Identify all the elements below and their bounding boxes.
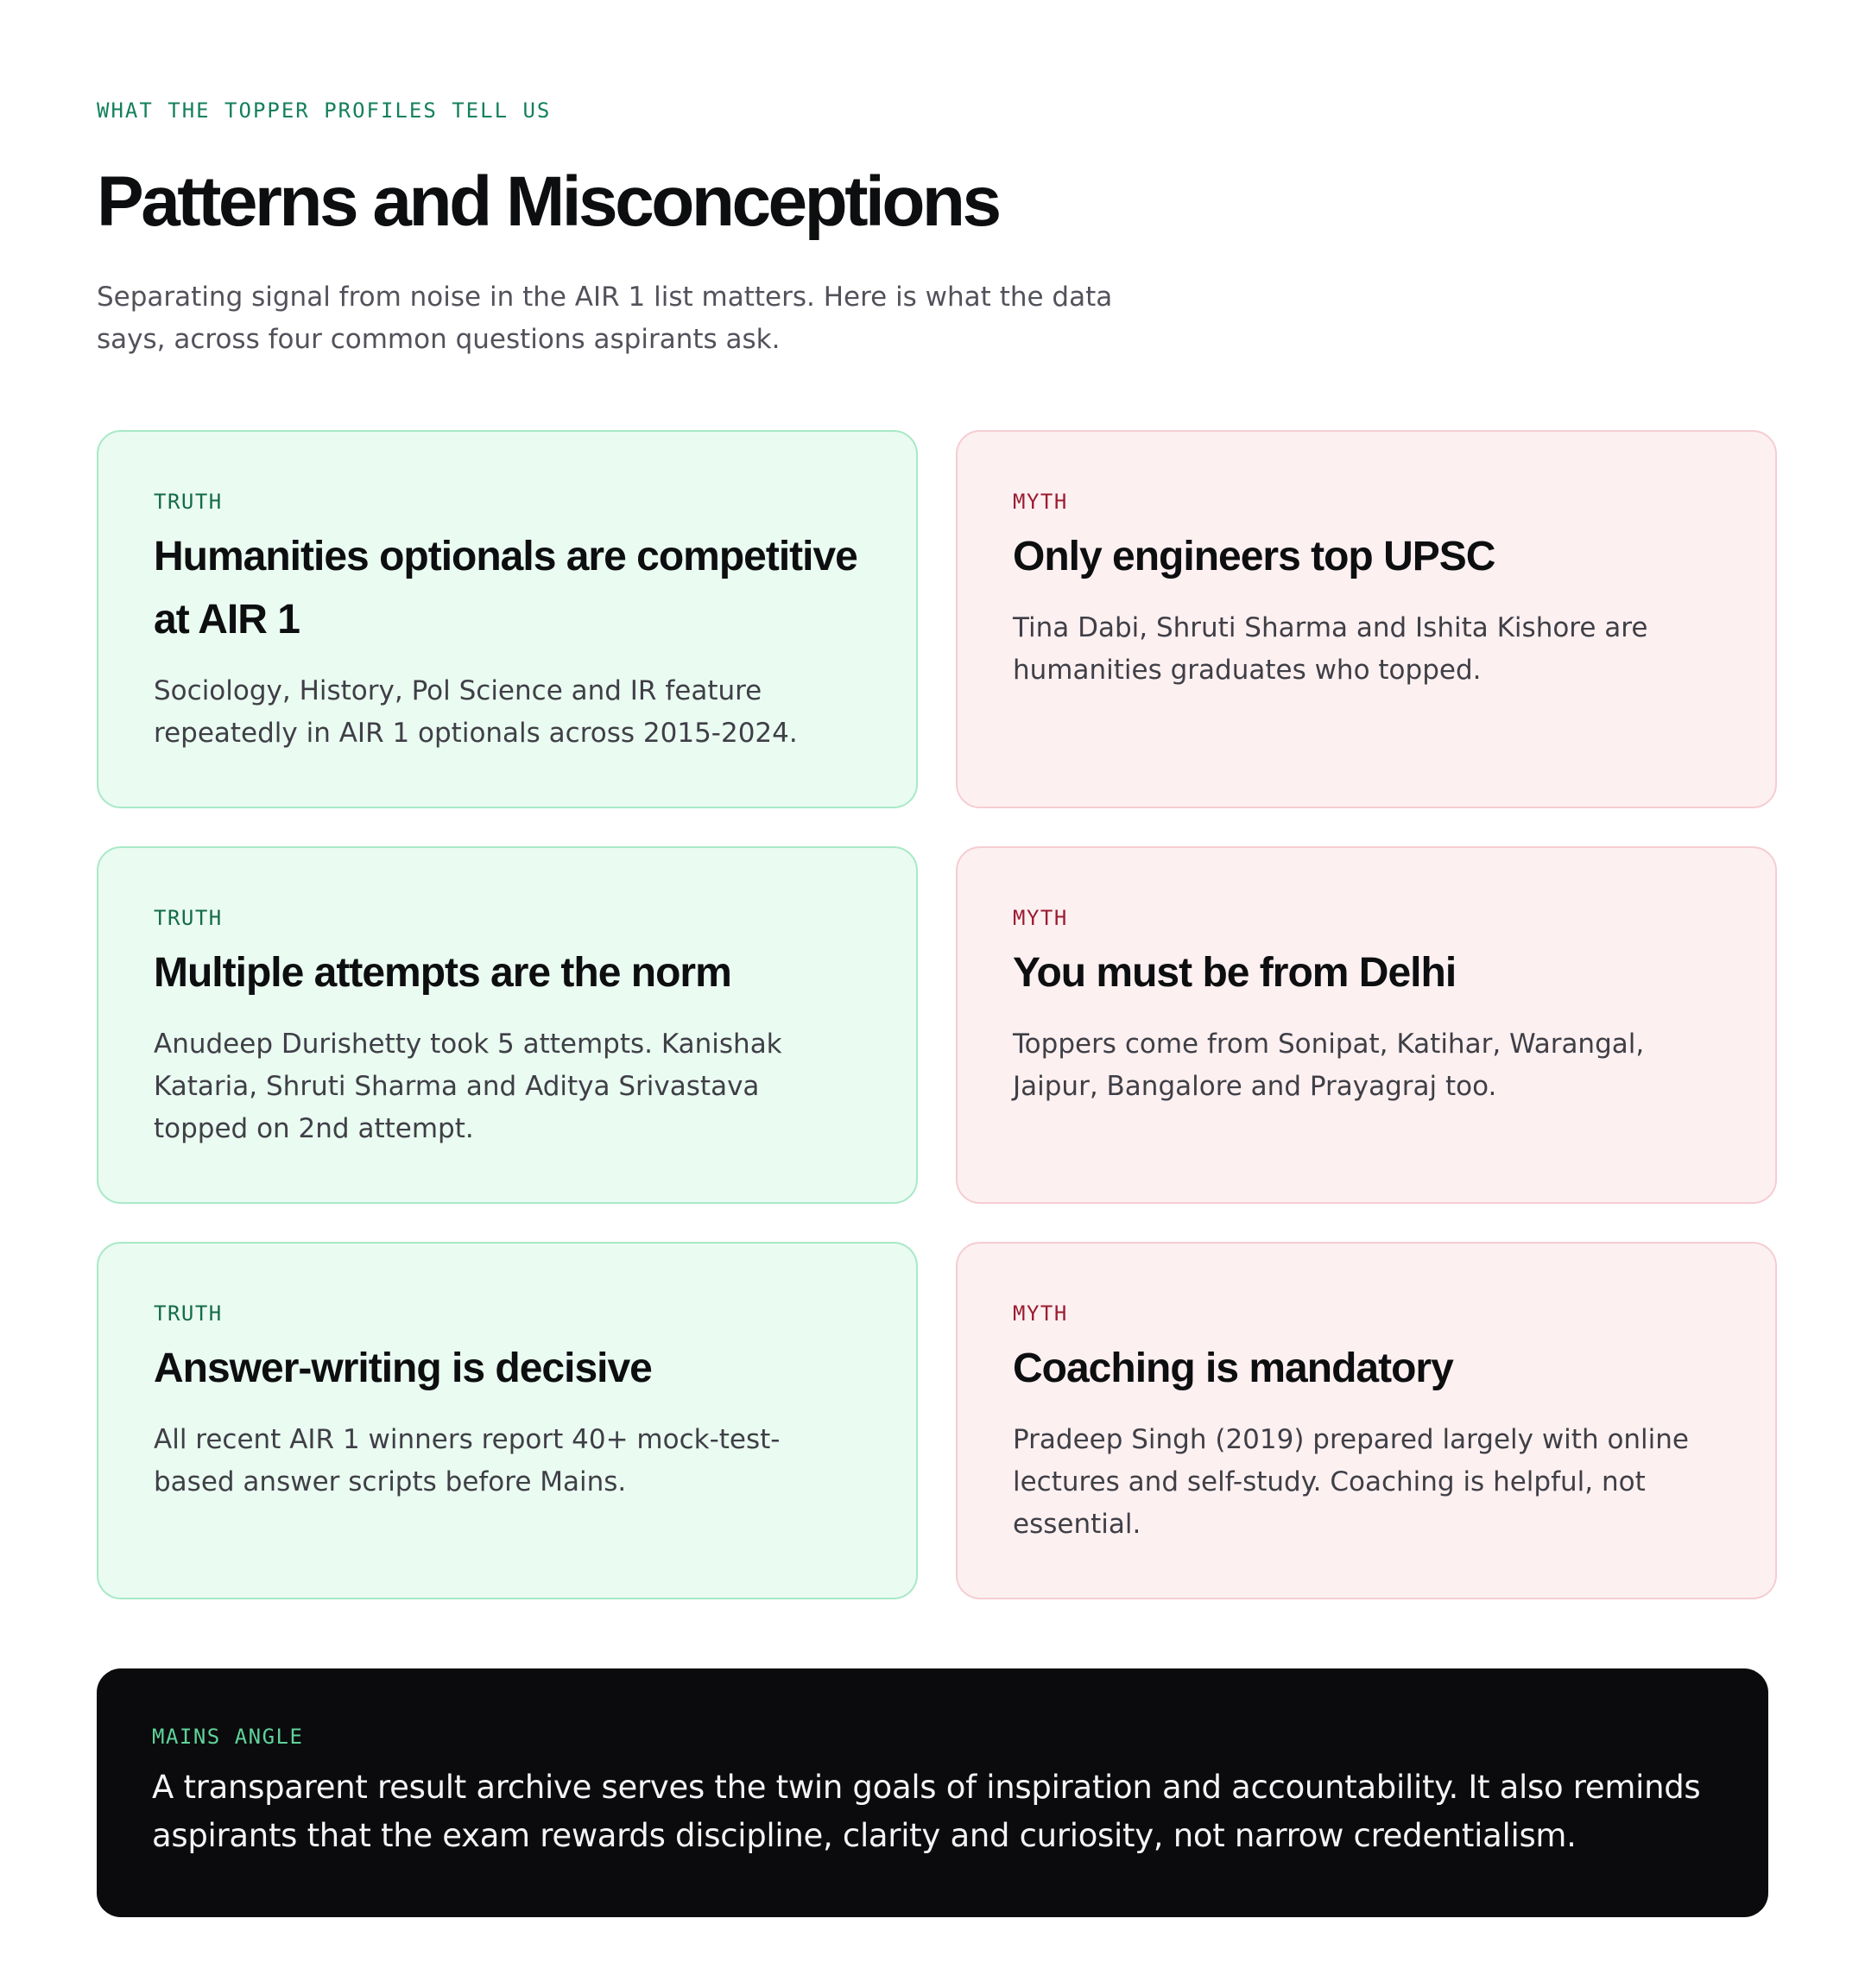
card-body: Pradeep Singh (2019) prepared largely with online lectures and self-study. Coaching is helpful, not essential. — [1013, 1424, 1690, 1540]
truth-card-humanities — [97, 430, 918, 808]
card-body: Sociology, History, Pol Science and IR feature repeatedly in AIR 1 optionals across 2015-2024. — [154, 675, 798, 749]
truth-myth-grid — [97, 430, 1768, 1599]
card-title: You must be from Delhi — [1013, 950, 1457, 996]
card-title: Only engineers top UPSC — [1013, 534, 1495, 579]
myth-tag: MYTH — [1013, 490, 1068, 514]
card-title: Answer-writing is decisive — [154, 1345, 652, 1391]
myth-card-coaching — [956, 1242, 1777, 1599]
myth-tag: MYTH — [1013, 1301, 1068, 1326]
section-eyebrow: WHAT THE TOPPER PROFILES TELL US — [97, 98, 552, 123]
card-body: All recent AIR 1 winners report 40+ mock-test-based answer scripts before Mains. — [154, 1424, 781, 1497]
card-body: Tina Dabi, Shruti Sharma and Ishita Kishore are humanities graduates who topped. — [1013, 612, 1648, 686]
myth-card-delhi — [956, 846, 1777, 1204]
callout-text: A transparent result archive serves the twin goals of inspiration and accountability. It also reminds aspirants that the exam rewards discipline, clarity and curiosity, not narrow credentialism. — [152, 1769, 1701, 1854]
truth-tag: TRUTH — [154, 1301, 223, 1326]
truth-card-attempts — [97, 846, 918, 1204]
truth-tag: TRUTH — [154, 490, 223, 514]
card-body: Anudeep Durishetty took 5 attempts. Kanishak Kataria, Shruti Sharma and Aditya Srivastava topped on 2nd attempt. — [154, 1029, 782, 1144]
card-body: Toppers come from Sonipat, Katihar, Warangal, Jaipur, Bangalore and Prayagraj too. — [1013, 1029, 1645, 1102]
truth-card-answer-writing — [97, 1242, 918, 1599]
page-title: Patterns and Misconceptions — [97, 162, 999, 241]
mains-angle-callout — [97, 1668, 1768, 1917]
myth-tag: MYTH — [1013, 906, 1068, 930]
card-title: Humanities optionals are competitive at AIR 1 — [154, 534, 857, 643]
truth-tag: TRUTH — [154, 906, 223, 930]
intro-text: Separating signal from noise in the AIR 1 list matters. Here is what the data says, across four common questions aspirants ask. — [97, 282, 1113, 355]
card-title: Coaching is mandatory — [1013, 1345, 1453, 1391]
callout-tag: MAINS ANGLE — [152, 1725, 304, 1749]
card-title: Multiple attempts are the norm — [154, 950, 731, 996]
myth-card-engineers — [956, 430, 1777, 808]
